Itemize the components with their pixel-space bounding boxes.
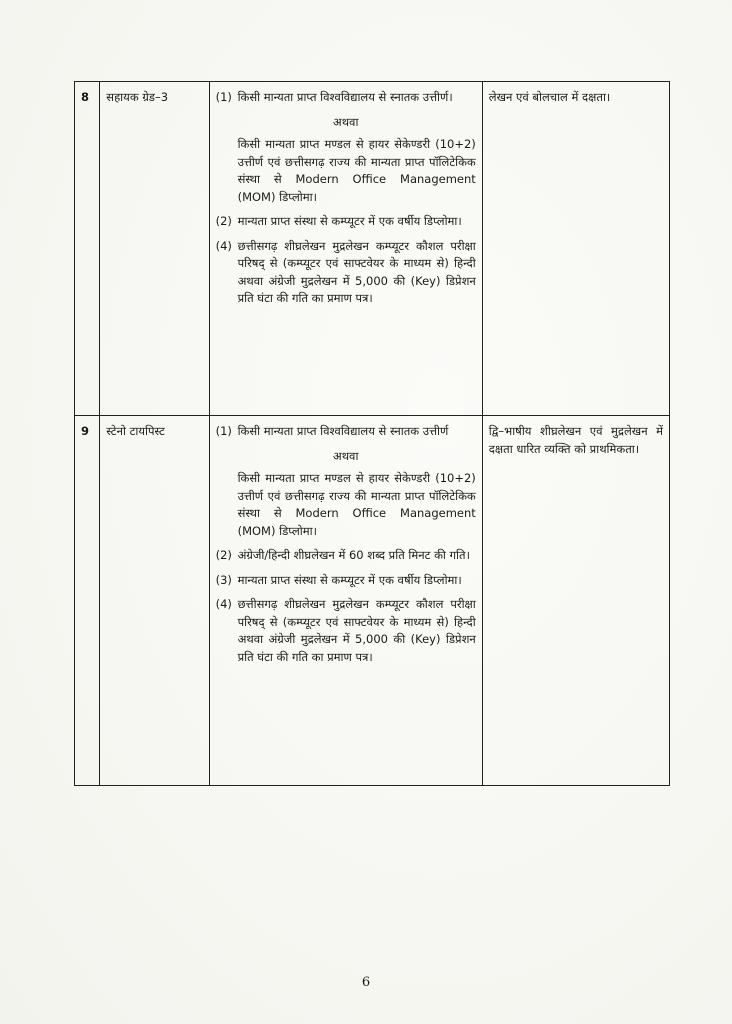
item-text: छत्तीसगढ़ शीघ्रलेखन मुद्रलेखन कम्प्यूटर कौशल परीक्षा परिषद् से (कम्प्यूटर एवं साफ्टवेयर के माध्यम से) हिन्दी अथवा अंग्रेजी मुद्रलेखन में 5,000 की (Key) डिप्रेशन प्रति घंटा की गति का प्रमाण पत्र। <box>237 597 476 664</box>
page-number: 6 <box>361 975 371 990</box>
row-number: 9 <box>75 416 100 786</box>
table-row <box>75 416 670 786</box>
item-marker: (2) <box>215 548 232 562</box>
qualification-item <box>216 89 476 107</box>
preference-cell <box>482 416 669 786</box>
qualification-item <box>216 423 476 441</box>
qualification-item <box>216 547 476 565</box>
preference-text: द्वि–भाषीय शीघ्रलेखन एवं मुद्रलेखन में दक्षता धारित व्यक्ति को प्राथमिकता। <box>488 424 663 456</box>
item-text: मान्यता प्राप्त संस्था से कम्प्यूटर में एक वर्षीय डिप्लोमा। <box>237 572 462 587</box>
table-row <box>75 82 670 416</box>
item-text: अंग्रेजी/हिन्दी शीघ्रलेखन में 60 शब्द प्रति मिनट की गति। <box>237 548 470 562</box>
item-marker: (3) <box>215 572 232 587</box>
item-marker: (4) <box>215 597 232 611</box>
qualification-cell <box>209 416 482 786</box>
alternate-qualification: किसी मान्यता प्राप्त मण्डल से हायर सेकेण्डरी (10+2) उत्तीर्ण एवं छत्तीसगढ़ राज्य की मान्यता प्राप्त पॉलिटेकिक संस्था से Modern Office Management (MOM) डिप्लोमा। <box>237 471 476 538</box>
item-marker: (1) <box>215 90 232 104</box>
item-marker: (2) <box>215 214 232 228</box>
row-number: 8 <box>75 82 100 416</box>
item-marker: (1) <box>215 424 232 438</box>
qualification-item <box>216 238 476 308</box>
item-text: किसी मान्यता प्राप्त विश्वविद्यालय से स्नातक उत्तीर्ण। <box>237 90 453 104</box>
preference-cell <box>482 82 669 416</box>
item-text: मान्यता प्राप्त संस्था से कम्प्यूटर में एक वर्षीय डिप्लोमा। <box>237 214 462 228</box>
post-name: सहायक ग्रेड–3 <box>100 82 209 416</box>
qualification-cell <box>209 82 482 416</box>
qualification-item <box>216 596 476 666</box>
or-label: अथवा <box>332 114 359 129</box>
post-name: स्टेनो टायपिस्ट <box>100 416 209 786</box>
preference-text: लेखन एवं बोलचाल में दक्षता। <box>488 90 611 104</box>
alternate-qualification: किसी मान्यता प्राप्त मण्डल से हायर सेकेण्डरी (10+2) उत्तीर्ण एवं छत्तीसगढ़ राज्य की मान्यता प्राप्त पॉलिटेकिक संस्था से Modern Office Management (MOM) डिप्लोमा। <box>237 137 476 204</box>
item-marker: (4) <box>215 238 232 253</box>
item-text: किसी मान्यता प्राप्त विश्वविद्यालय से स्नातक उत्तीर्ण <box>237 424 449 438</box>
or-label: अथवा <box>332 448 359 463</box>
qualification-item <box>216 572 476 590</box>
item-text: छत्तीसगढ़ शीघ्रलेखन मुद्रलेखन कम्प्यूटर कौशल परीक्षा परिषद् से (कम्प्यूटर एवं साफ्टवेयर के माध्यम से) हिन्दी अथवा अंग्रेजी मुद्रलेखन में 5,000 की (Key) डिप्रेशन प्रति घंटा की गति का प्रमाण पत्र। <box>237 238 476 305</box>
qualification-table <box>74 81 670 786</box>
qualification-item <box>216 213 476 231</box>
